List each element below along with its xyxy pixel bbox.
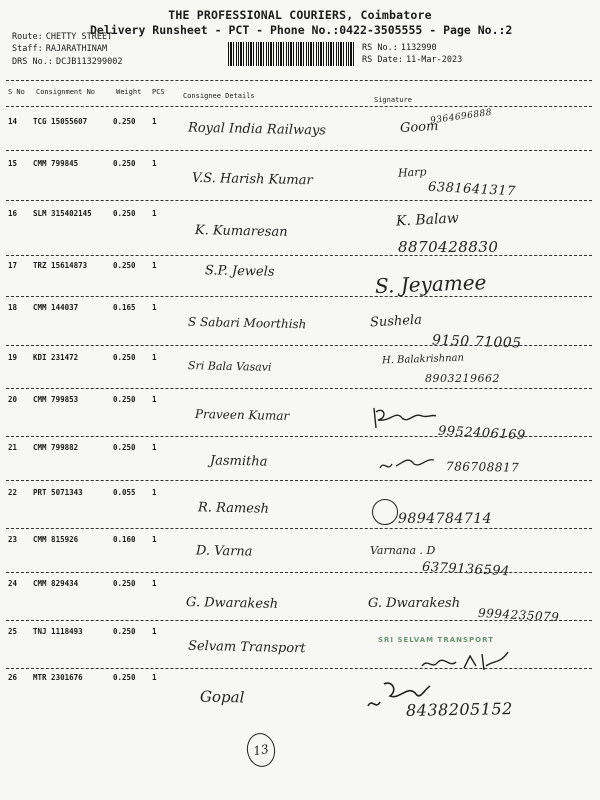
- table-row: 21 CMM 799882 0.250 1 Jasmitha 786708817: [8, 443, 520, 475]
- signature-phone: 8870428830: [398, 238, 499, 256]
- route-value: CHETTY STREET: [45, 32, 113, 42]
- signature-scrawl: [378, 450, 438, 474]
- signature-name: Harp: [397, 165, 427, 180]
- company-title: THE PROFESSIONAL COURIERS, Coimbatore: [168, 8, 432, 22]
- signature-scrawl: [370, 404, 440, 432]
- signature-phone: 6379136594: [421, 559, 511, 580]
- drs-line: DRS No.: DCJB113299002: [12, 57, 123, 67]
- table-row: 19 KDI 231472 0.250 1 Sri Bala Vasavi H. Balakrishnan 8903219662: [8, 352, 500, 385]
- signature-phone: 9894784714: [398, 511, 493, 527]
- consignee-name: S.P. Jewels: [204, 263, 275, 280]
- consignee-name: S Sabari Moorthish: [187, 314, 307, 332]
- rs-no-value: 1132990: [400, 43, 437, 53]
- col-weight: Weight: [116, 88, 142, 96]
- consignee-name: R. Ramesh: [197, 500, 270, 517]
- barcode: [228, 42, 356, 66]
- consignee-name: D. Varna: [195, 543, 253, 560]
- rs-date-value: 11-Mar-2023: [405, 55, 463, 65]
- signature-name: H. Balakrishnan: [381, 352, 465, 367]
- consignee-name: Jasmitha: [209, 453, 268, 470]
- col-consignee: Consignee Details: [183, 92, 255, 100]
- table-row: 24 CMM 829434 0.250 1 G. Dwarakesh G. Dwarakesh 9994235079: [8, 579, 560, 625]
- table-row: 23 CMM 815926 0.160 1 D. Varna Varnana . D 6379136594: [8, 535, 511, 580]
- signature-phone: 9150 71005: [431, 332, 522, 352]
- signature-phone: 9952406169: [437, 423, 527, 444]
- rs-date-line: RS Date: 11-Mar-2023: [362, 55, 463, 65]
- runsheet-subtitle: Delivery Runsheet - PCT - Phone No.:0422-3505555 - Page No.:2: [90, 23, 513, 37]
- table-row: 16 SLM 315402145 0.250 1 K. Kumaresan K. Balaw 8870428830: [8, 209, 499, 256]
- consignee-name: K. Kumaresan: [194, 223, 288, 240]
- consignee-name: Gopal: [199, 687, 245, 707]
- signature-name: S. Jeyamee: [374, 270, 487, 298]
- signature-phone: 8903219662: [425, 372, 500, 385]
- drs-value: DCJB113299002: [55, 57, 123, 67]
- consignee-name: G. Dwarakesh: [185, 595, 279, 612]
- col-pcs: PCS: [152, 88, 165, 96]
- table-row: 25 TNJ 1118493 0.250 1 Selvam Transport SRI SELVAM TRANSPORT: [0, 620, 600, 658]
- table-row: 20 CMM 799853 0.250 1 Praveen Kumar 9952406169: [8, 395, 527, 444]
- signature-name: Goom: [399, 119, 439, 136]
- seal-mark: [372, 499, 398, 525]
- table-row: 26 MTR 2301676 0.250 1 Gopal 8438205152: [8, 673, 513, 720]
- consignee-name: Royal India Railways: [187, 120, 327, 139]
- signature-name: Sushela: [369, 312, 423, 331]
- signature-phone: 9364696888: [429, 107, 493, 127]
- transport-stamp: SRI SELVAM TRANSPORT: [378, 636, 494, 644]
- table-row: 22 PRT 5071343 0.055 1 R. Ramesh 9894784714: [8, 488, 493, 527]
- row-divider: [6, 150, 592, 151]
- signature-phone: 6381641317: [427, 179, 517, 200]
- table-row: 17 TRZ 15614873 0.250 1 S.P. Jewels S. Jeyamee: [8, 261, 487, 298]
- page-number-mark: 13: [244, 731, 277, 769]
- signature-name: Varnana . D: [370, 544, 436, 557]
- rs-no-line: RS No.: 1132990: [362, 43, 437, 53]
- table-row: 18 CMM 144037 0.165 1 S Sabari Moorthish Sushela 9150 71005: [8, 303, 522, 352]
- signature-name: G. Dwarakesh: [368, 596, 461, 611]
- header-divider-bottom: [6, 106, 592, 107]
- signature-name: K. Balaw: [395, 210, 460, 230]
- consignee-name: Selvam Transport: [187, 638, 306, 657]
- staff-value: RAJARATHINAM: [45, 44, 108, 54]
- staff-line: Staff: RAJARATHINAM: [12, 44, 108, 54]
- signature-phone: 9994235079: [477, 605, 560, 625]
- consignee-name: Sri Bala Vasavi: [187, 359, 272, 374]
- row-divider: [6, 200, 592, 201]
- signature-phone: 8438205152: [405, 699, 513, 720]
- table-row: 15 CMM 799845 0.250 1 V.S. Harish Kumar Harp 6381641317: [8, 159, 517, 200]
- col-sno: S No: [8, 88, 25, 96]
- consignee-name: Praveen Kumar: [194, 407, 290, 423]
- header-divider-top: [6, 80, 592, 81]
- col-signature: Signature: [374, 96, 412, 104]
- route-line: Route: CHETTY STREET: [12, 32, 113, 42]
- table-row: 14 TCG 15055607 0.250 1 Royal India Railways Goom 9364696888: [8, 107, 493, 139]
- col-consignment: Consignment No: [36, 88, 96, 96]
- signature-phone: 786708817: [445, 459, 520, 475]
- consignee-name: V.S. Harish Kumar: [191, 170, 313, 189]
